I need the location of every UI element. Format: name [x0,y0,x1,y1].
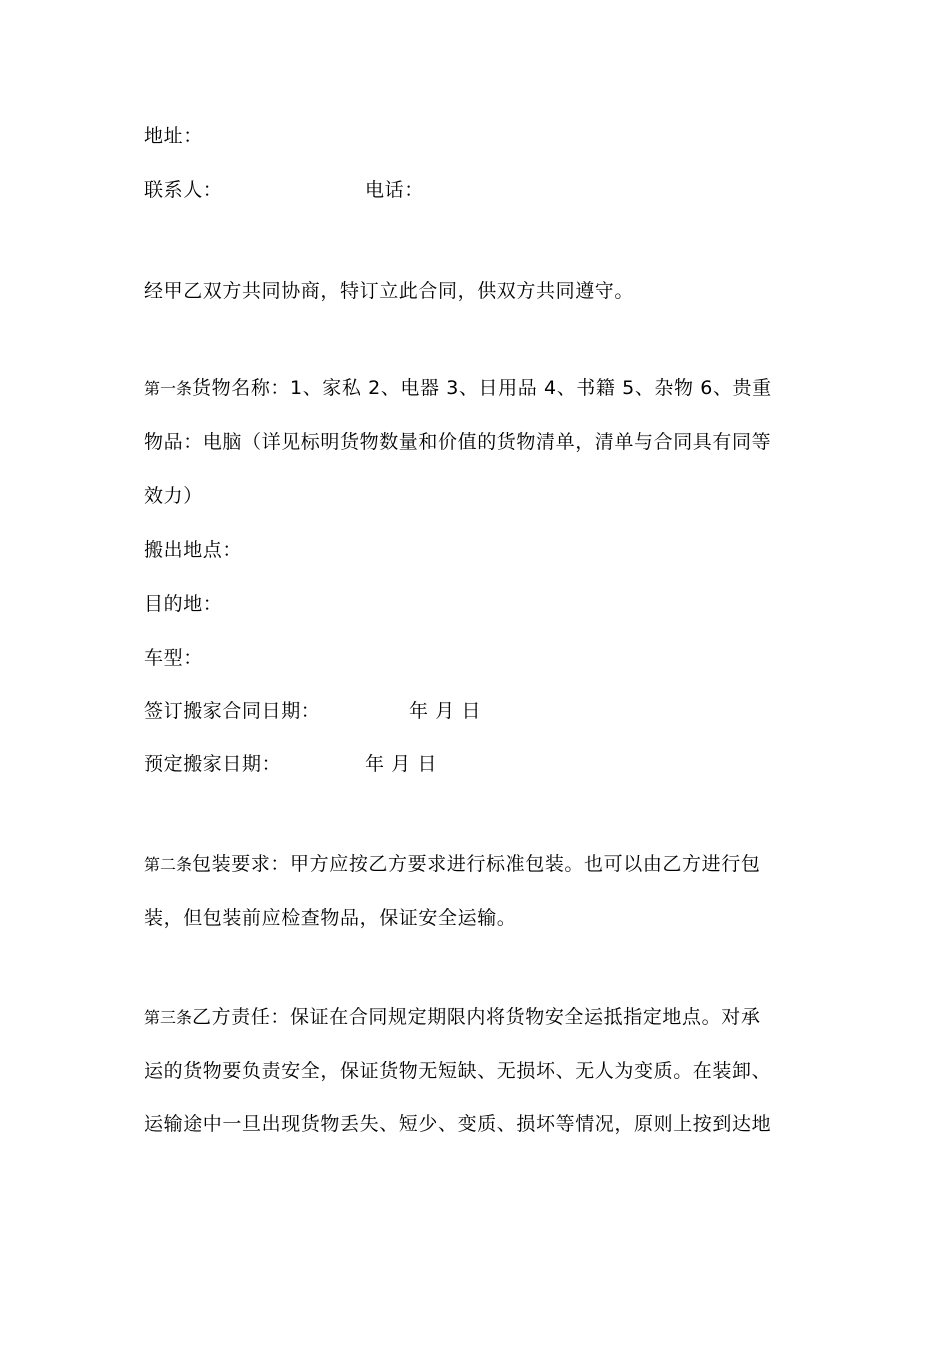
article2-label: 第二条 [144,855,193,874]
article3-line2: 运的货物要负责安全，保证货物无短缺、无损坏、无人为变质。在装卸、 [144,1060,772,1082]
article1-label: 第一条 [144,379,193,398]
article1-line2: 物品：电脑（详见标明货物数量和价值的货物清单，清单与合同具有同等 [144,431,772,453]
origin-label: 搬出地点： [144,539,243,561]
article2-line2: 装，但包装前应检查物品，保证安全运输。 [144,907,517,929]
sign-date-ymd: 年 月 日 [409,700,482,722]
address-line [144,124,203,148]
sign-date-label: 签订搬家合同日期： [144,700,321,722]
vehicle-label: 车型： [144,647,203,669]
article2-line1 [144,852,760,877]
article3-line1 [144,1005,760,1030]
phone-label: 电话： [365,179,424,201]
sign-date-line [144,699,544,723]
contact-line [144,178,544,202]
destination-line [144,592,222,616]
address-label: 地址： [144,125,203,147]
article3-line3: 运输途中一旦出现货物丢失、短少、变质、损坏等情况，原则上按到达地 [144,1113,772,1135]
article1-line1 [144,376,772,401]
article1-text-1: 货物名称：1、家私 2、电器 3、日用品 4、书籍 5、杂物 6、贵重 [192,377,772,399]
article1-line3: 效力） [144,485,203,507]
move-date-line [144,752,544,776]
vehicle-line [144,646,203,670]
destination-label: 目的地： [144,593,223,615]
contact-label: 联系人： [144,179,223,201]
article3-text-1: 乙方责任：保证在合同规定期限内将货物安全运抵指定地点。对承 [192,1006,761,1028]
article3-label: 第三条 [144,1008,193,1027]
move-date-label: 预定搬家日期： [144,753,282,775]
article2-text-1: 包装要求：甲方应按乙方要求进行标准包装。也可以由乙方进行包 [192,853,761,875]
origin-line [144,538,242,562]
intro-paragraph: 经甲乙双方共同协商，特订立此合同，供双方共同遵守。 [144,280,635,302]
move-date-ymd: 年 月 日 [365,753,438,775]
